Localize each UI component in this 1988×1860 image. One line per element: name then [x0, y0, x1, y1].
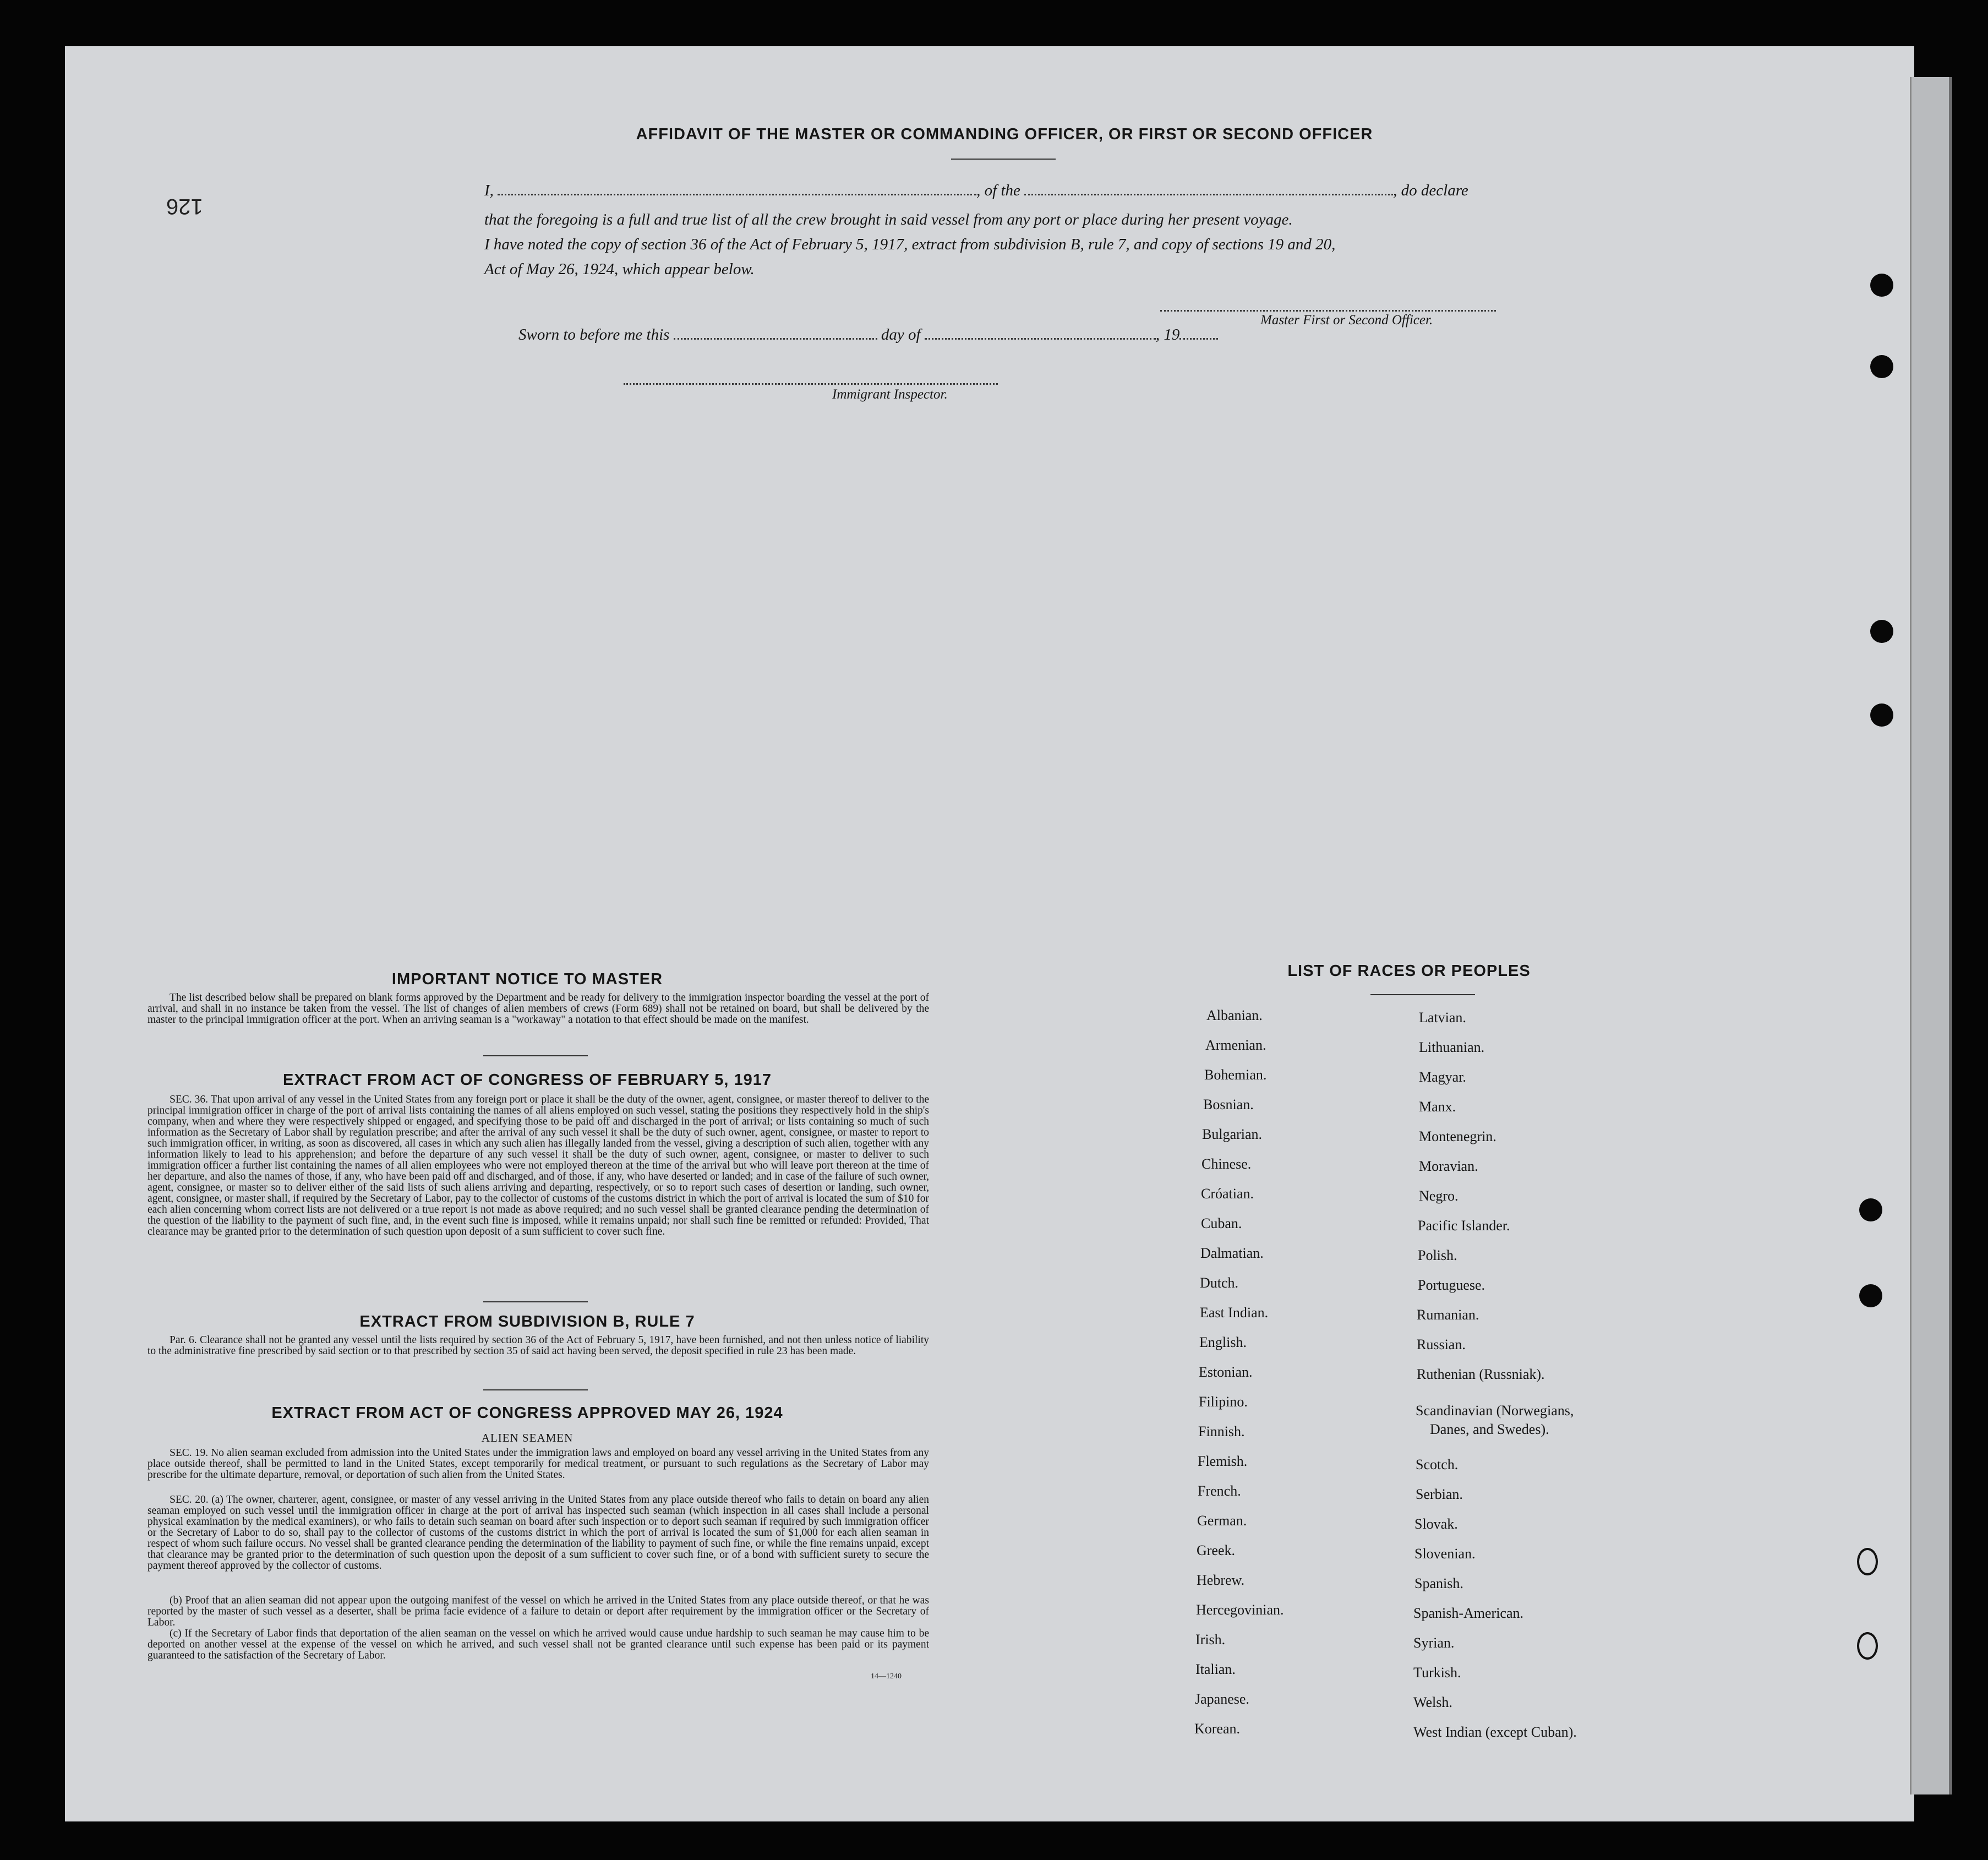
sworn-line [518, 326, 1218, 344]
punch-hole [1857, 1548, 1878, 1575]
race-item: Flemish. [1198, 1453, 1248, 1469]
divider [483, 1389, 588, 1390]
master-signature-label: Master First or Second Officer. [1260, 313, 1433, 328]
sworn-text: Sworn to before me this [518, 326, 670, 343]
declaration-line-2: that the foregoing is a full and true list of all the crew brought in said vessel from any port or place during her present voyage. [484, 211, 1293, 228]
extract-1917-title: EXTRACT FROM ACT OF CONGRESS OF FEBRUARY 5, 1917 [282, 1071, 772, 1089]
race-item: Montenegrin. [1419, 1128, 1497, 1144]
race-item: West Indian (except Cuban). [1413, 1724, 1577, 1740]
vessel-name-field[interactable] [1024, 183, 1393, 195]
race-item: Portuguese. [1418, 1277, 1485, 1293]
race-item: Manx. [1419, 1099, 1456, 1115]
year-prefix: , 19 [1155, 326, 1180, 343]
race-item: Cuban. [1201, 1215, 1242, 1231]
rule7-title: EXTRACT FROM SUBDIVISION B, RULE 7 [359, 1313, 695, 1330]
race-item: Dalmatian. [1200, 1245, 1264, 1261]
sec20c-text: (c) If the Secretary of Labor finds that deportation of the alien seaman on the vessel on which he arrived would cause undue hardship to such seaman he may cause him to be deported on another vessel at the expense of the vessel on which he arrived, and such vessel shall not be granted clearance until such expense has been paid or its payment guaranteed to the satisfaction of the Secretary of Labor. [148, 1628, 929, 1661]
declaration-line-3: I have noted the copy of section 36 of the Act of February 5, 1917, extract from subdivision B, rule 7, and copy of sections 19 and 20, [484, 236, 1336, 253]
punch-hole [1870, 274, 1893, 297]
do-declare-label: , do declare [1393, 182, 1468, 199]
race-item: Slovak. [1414, 1516, 1458, 1532]
race-item: Scandinavian (Norwegians, [1416, 1403, 1574, 1419]
master-signature-line[interactable] [1160, 310, 1496, 312]
race-item: Armenian. [1205, 1037, 1266, 1053]
extract-1924-title: EXTRACT FROM ACT OF CONGRESS APPROVED MAY 26, 1924 [271, 1404, 783, 1422]
race-item: Irish. [1195, 1632, 1226, 1648]
punch-hole [1859, 1284, 1882, 1307]
race-item: Filipino. [1199, 1394, 1248, 1410]
of-the-label: , of the [976, 182, 1020, 199]
race-item: Greek. [1197, 1542, 1236, 1558]
notice-title: IMPORTANT NOTICE TO MASTER [391, 970, 663, 988]
race-item: Albanian. [1206, 1007, 1263, 1023]
punch-hole [1870, 703, 1893, 727]
race-item: Spanish. [1414, 1575, 1463, 1591]
extract-1917-text: SEC. 36. That upon arrival of any vessel in the United States from any foreign port or place it shall be the duty of the owner, agent, consignee, or master thereof to deliver to the principal immigration officer in charge of the port of arrival lists containing the names of all aliens employed on such vessel, stating the positions they respectively hold in the ship's company, when and where they were respectively shipped or engaged, and specifying those to be paid off and discharged in the port of arrival; or lists containing so much of such information as the Secretary of Labor shall by regulation prescribe; and after the arrival of any such vessel it shall be the duty of such owner, agent, consignee, or master to report to such immigration officer, in writing, as soon as discovered, all cases in which any such alien has illegally landed from the vessel, giving a description of such alien, together with any information likely to lead to his apprehension; and before the departure of any such vessel it shall be the duty of such owner, agent, consignee, or master to deliver to such immigration officer a further list containing the names of all alien employees who were not employed thereon at the time of the arrival but who will leave port thereon at the time of her departure, and also the names of those, if any, who have been paid off and discharged, and of those, if any, who have deserted or landed; and in case of the failure of such owner, agent, consignee, or master so to deliver either of the said lists of such aliens arriving and departing, respectively, or so to report such cases of desertion or landing, such owner, agent, consignee, or master shall, if required by the Secretary of Labor, pay to the collector of customs of the customs district in which the port of arrival is located the sum of $10 for each alien concerning whom correct lists are not delivered or a true report is not made as above required; and no such vessel shall be granted clearance pending the determination of the question of the liability to the payment of such fine, and, in the event such fine is imposed, while it remains unpaid; nor shall such fine be remitted or refunded: Provided, That clearance may be granted prior to the determination of such question upon deposit of a sum sufficient to cover such fine. [148, 1094, 929, 1237]
sworn-year-field[interactable] [1179, 327, 1218, 340]
race-item: Slovenian. [1414, 1546, 1476, 1562]
race-item: Italian. [1195, 1661, 1236, 1677]
divider [1370, 994, 1475, 995]
race-item: Rumanian. [1417, 1307, 1479, 1323]
master-name-field[interactable] [498, 183, 976, 195]
race-item: Negro. [1419, 1188, 1459, 1204]
notice-text: The list described below shall be prepared on blank forms approved by the Department and be ready for delivery to the immigration inspector boarding the vessel at the port of arrival, and shall in no instance be taken from the vessel. The list of changes of alien members of crews (Form 689) shall not be retained on board, but shall be delivered by the master to the principal immigration officer at the port. When an arriving seaman is a "workaway" a notation to that effect should be made on the manifest. [148, 992, 929, 1026]
race-item: Scotch. [1416, 1457, 1459, 1472]
inspector-label: Immigrant Inspector. [832, 387, 948, 402]
race-item: Estonian. [1199, 1364, 1253, 1380]
race-item: Russian. [1417, 1337, 1466, 1352]
punch-hole [1859, 1198, 1882, 1221]
divider [483, 1055, 588, 1056]
race-item: Latvian. [1419, 1010, 1466, 1026]
punch-hole [1870, 355, 1893, 378]
race-item: Hercegovinian. [1196, 1602, 1284, 1618]
race-item: East Indian. [1200, 1305, 1269, 1321]
race-item: Finnish. [1198, 1423, 1245, 1439]
rule7-text: Par. 6. Clearance shall not be granted any vessel until the lists required by section 36 of the Act of February 5, 1917, have been furnished, and not then unless notice of liability to the administrative fine prescribed by said section or to that prescribed by section 35 of said act having been served, the deposit specified in rule 23 has been made. [148, 1334, 929, 1357]
page-edge [1910, 77, 1949, 1794]
race-item: English. [1199, 1334, 1247, 1350]
divider [483, 1301, 588, 1302]
affidavit-title: AFFIDAVIT OF THE MASTER OR COMMANDING OFFICER, OR FIRST OR SECOND OFFICER [636, 126, 1373, 143]
race-item: French. [1198, 1483, 1241, 1499]
sworn-day-field[interactable] [674, 327, 877, 340]
race-item: Syrian. [1413, 1635, 1455, 1651]
race-item: Spanish-American. [1413, 1605, 1524, 1621]
inspector-signature-line[interactable] [624, 383, 998, 385]
margin-number: 126 [166, 194, 203, 219]
sec20b-text: (b) Proof that an alien seaman did not appear upon the outgoing manifest of the vessel on which he arrived in the United States from any place outside thereof, or that he was reported by the master of such vessel as a deserter, shall be prima facie evidence of a failure to detain or deport after requirement by the immigration officer or the Secretary of Labor. [148, 1595, 929, 1628]
declaration-intro: I, [484, 182, 494, 199]
race-item: Dutch. [1200, 1275, 1239, 1291]
race-item: Hebrew. [1197, 1572, 1245, 1588]
races-title: LIST OF RACES OR PEOPLES [1287, 962, 1531, 980]
race-item: Serbian. [1416, 1486, 1463, 1502]
punch-hole [1870, 620, 1893, 643]
race-item: Moravian. [1419, 1158, 1478, 1174]
race-item: Ruthenian (Russniak). [1417, 1366, 1545, 1382]
race-item: Chinese. [1201, 1156, 1252, 1172]
race-item: German. [1197, 1513, 1247, 1529]
race-item: Bohemian. [1204, 1067, 1267, 1083]
punch-hole [1857, 1632, 1878, 1660]
sec19-text: SEC. 19. No alien seaman excluded from admission into the United States under the immigration laws and employed on board any vessel arriving in the United States from any place outside thereof, shall be permitted to land in the United States, except temporarily for medical treatment, or pursuant to such regulations as the Secretary of Labor may prescribe for the ultimate departure, removal, or deportation of such alien from the United States. [148, 1447, 929, 1481]
race-item: Pacific Islander. [1418, 1218, 1510, 1234]
declaration-line-1 [484, 182, 1519, 200]
race-item: Cróatian. [1201, 1186, 1254, 1202]
race-item: Danes, and Swedes). [1430, 1421, 1549, 1437]
alien-seamen-subtitle: ALIEN SEAMEN [481, 1431, 574, 1444]
race-item: Welsh. [1413, 1694, 1452, 1710]
form-number: 14—1240 [871, 1672, 902, 1681]
divider [951, 159, 1056, 160]
race-item: Lithuanian. [1419, 1039, 1485, 1055]
race-item: Turkish. [1413, 1665, 1461, 1681]
day-of-label: day of [881, 326, 921, 343]
race-item: Bulgarian. [1202, 1126, 1263, 1142]
sec20a-text: SEC. 20. (a) The owner, charterer, agent, consignee, or master of any vessel arriving in the United States from any place outside thereof who fails to detain on board any alien seaman employed on such vessel until the immigration officer in charge at the port of arrival has inspected such seaman (which inspection in all cases shall include a personal physical examination by the medical examiners), or who fails to detain such seaman on board after such inspection or to deport such seaman if required by such immigration officer or the Secretary of Labor to do so, shall pay to the collector of customs of the customs district in which the port of arrival is located the sum of $1,000 for each alien seaman in respect of whom such failure occurs. No vessel shall be granted clearance pending the determination of the liability to payment of such fine, or while the fine remains unpaid, except that clearance may be granted prior to the determination of such question upon the deposit of a sum sufficient to cover such fine, or of a bond with sufficient surety to secure the payment thereof approved by the collector of customs. [148, 1494, 929, 1572]
race-item: Korean. [1194, 1721, 1241, 1737]
sworn-month-field[interactable] [925, 327, 1156, 340]
race-item: Bosnian. [1203, 1097, 1254, 1112]
declaration-line-4: Act of May 26, 1924, which appear below. [484, 260, 755, 278]
race-item: Polish. [1418, 1247, 1457, 1263]
race-item: Japanese. [1195, 1691, 1249, 1707]
race-item: Magyar. [1419, 1069, 1466, 1085]
